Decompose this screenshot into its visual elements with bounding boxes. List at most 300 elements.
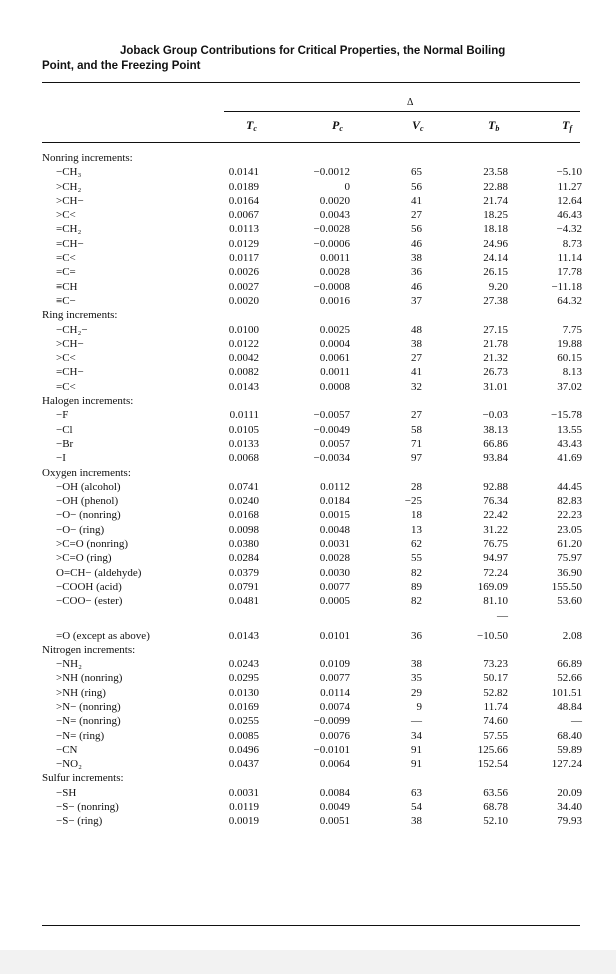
delta-span-rule: [224, 111, 580, 112]
section-label: Halogen increments:: [42, 395, 134, 408]
cell-tb: 74.60: [483, 715, 508, 728]
cell-pc: −0.0008: [313, 280, 350, 293]
cell-tb: 169.09: [477, 580, 508, 593]
cell-pc: 0.0004: [319, 337, 350, 350]
cell-tb: −10.50: [477, 629, 508, 642]
cell-tf: 68.40: [557, 729, 582, 742]
cell-tf: 2.08: [562, 629, 582, 642]
cell-vc: 89: [411, 580, 422, 593]
cell-vc: 29: [411, 686, 422, 699]
table-row: [42, 451, 582, 465]
cell-vc: 46: [411, 280, 422, 293]
group-label: −CN: [56, 743, 78, 756]
cell-tc: 0.0255: [228, 715, 259, 728]
header-tb: $T_b$: [488, 118, 500, 133]
cell-tf: 59.89: [557, 743, 582, 756]
header-vc: $V_c$: [412, 118, 424, 133]
table-row: [42, 609, 582, 629]
cell-tc: 0.0243: [228, 658, 259, 671]
group-label: O=CH− (aldehyde): [56, 566, 142, 579]
section-header: [42, 643, 582, 657]
cell-vc: 37: [411, 294, 422, 307]
cell-tc: 0.0019: [228, 815, 259, 828]
cell-tc: 0.0169: [228, 700, 259, 713]
top-rule: [42, 82, 580, 83]
cell-tf: 60.15: [557, 352, 582, 365]
cell-vc: 38: [411, 252, 422, 265]
table-row: [42, 786, 582, 800]
cell-tf: 22.23: [557, 509, 582, 522]
section-header: [42, 308, 582, 322]
cell-pc: 0.0011: [320, 252, 350, 265]
group-label: −COOH (acid): [56, 580, 122, 593]
cell-tf: 43.43: [557, 437, 582, 450]
table-row: [42, 208, 582, 222]
table-row: [42, 566, 582, 580]
group-label: −N= (ring): [56, 729, 105, 742]
table-row: [42, 280, 582, 294]
cell-tb: —: [497, 609, 508, 622]
cell-tf: 34.40: [557, 801, 582, 814]
bottom-rule: [42, 925, 580, 926]
table-row: [42, 508, 582, 522]
header-tc: $T_c$: [246, 118, 257, 133]
cell-vc: 38: [411, 658, 422, 671]
table-row: [42, 380, 582, 394]
cell-pc: 0.0076: [319, 729, 350, 742]
title-line-1: Joback Group Contributions for Critical Properties, the Normal Boiling: [120, 45, 506, 57]
cell-tf: −4.32: [556, 223, 582, 236]
section-header: [42, 151, 582, 165]
cell-tb: 92.88: [483, 480, 508, 493]
cell-tc: 0.0100: [228, 323, 259, 336]
cell-tc: 0.0168: [228, 509, 259, 522]
cell-tf: 79.93: [557, 815, 582, 828]
cell-tc: 0.0496: [228, 743, 259, 756]
section-label: Oxygen increments:: [42, 466, 131, 479]
cell-pc: 0.0028: [319, 266, 350, 279]
group-label: >NH (nonring): [56, 672, 123, 685]
cell-pc: 0.0061: [319, 352, 350, 365]
group-label: =C=: [56, 266, 76, 279]
group-label: >CH−: [56, 194, 84, 207]
table-row: [42, 686, 582, 700]
cell-tc: 0.0295: [228, 672, 259, 685]
cell-tb: 27.15: [483, 323, 508, 336]
cell-tf: 66.89: [557, 658, 582, 671]
group-label: =C<: [56, 380, 76, 393]
cell-tf: 44.45: [557, 480, 582, 493]
cell-tf: 11.27: [557, 180, 582, 193]
cell-pc: 0.0031: [319, 538, 350, 551]
cell-tf: 127.24: [551, 758, 582, 771]
cell-tf: 7.75: [562, 323, 582, 336]
group-label: −Br: [56, 437, 74, 450]
section-label: Ring increments:: [42, 309, 118, 322]
cell-tb: 93.84: [483, 452, 508, 465]
group-label: −O− (ring): [56, 523, 105, 536]
cell-vc: 38: [411, 337, 422, 350]
group-label: =O (except as above): [56, 629, 150, 642]
table-row: [42, 814, 582, 828]
table-row: [42, 165, 582, 179]
cell-tf: 75.97: [557, 552, 582, 565]
group-label: −COO− (ester): [56, 595, 123, 608]
header-rule: [42, 142, 580, 143]
cell-pc: 0.0074: [319, 700, 350, 713]
cell-tb: 31.01: [483, 380, 508, 393]
group-label: >C=O (nonring): [56, 538, 128, 551]
cell-tf: 52.66: [557, 672, 582, 685]
table-row: [42, 265, 582, 279]
cell-tf: 37.02: [557, 380, 582, 393]
group-label: >CH−: [56, 337, 84, 350]
cell-vc: 36: [411, 629, 422, 642]
group-label: −S− (nonring): [56, 801, 119, 814]
cell-tc: 0.0129: [228, 237, 259, 250]
group-label: =C<: [56, 252, 76, 265]
cell-pc: 0.0011: [320, 366, 350, 379]
cell-pc: 0.0016: [319, 294, 350, 307]
cell-tc: 0.0437: [228, 758, 259, 771]
cell-tc: 0.0113: [229, 223, 259, 236]
cell-tc: 0.0082: [228, 366, 259, 379]
cell-pc: 0.0077: [319, 580, 350, 593]
cell-tb: 21.32: [483, 352, 508, 365]
cell-tf: −11.18: [551, 280, 582, 293]
cell-tf: 13.55: [557, 423, 582, 436]
table-title: [42, 44, 582, 74]
cell-tf: 19.88: [557, 337, 582, 350]
group-label: −OH (alcohol): [56, 480, 121, 493]
cell-tf: 36.90: [557, 566, 582, 579]
table-row: [42, 523, 582, 537]
cell-tf: 41.69: [557, 452, 582, 465]
cell-vc: 18: [411, 509, 422, 522]
cell-tb: 66.86: [483, 437, 508, 450]
cell-tf: 53.60: [557, 595, 582, 608]
cell-pc: −0.0006: [313, 237, 350, 250]
cell-pc: 0.0043: [319, 209, 350, 222]
group-label: >C=O (ring): [56, 552, 112, 565]
cell-vc: 58: [411, 423, 422, 436]
cell-tc: 0.0042: [228, 352, 259, 365]
cell-pc: −0.0012: [313, 166, 350, 179]
cell-tf: 8.13: [562, 366, 582, 379]
group-label: −OH (phenol): [56, 495, 119, 508]
cell-tf: −5.10: [556, 166, 582, 179]
group-label: −NO₂: [56, 758, 82, 771]
cell-pc: 0.0184: [319, 495, 350, 508]
cell-tb: 23.58: [483, 166, 508, 179]
table-row: [42, 537, 582, 551]
cell-tc: 0.0020: [228, 294, 259, 307]
table-row: [42, 294, 582, 308]
cell-tb: 9.20: [488, 280, 508, 293]
cell-pc: 0.0064: [319, 758, 350, 771]
cell-vc: 27: [411, 409, 422, 422]
cell-tc: 0.0119: [229, 801, 259, 814]
cell-tc: 0.0105: [228, 423, 259, 436]
cell-pc: 0.0020: [319, 194, 350, 207]
cell-tc: 0.0068: [228, 452, 259, 465]
cell-tc: 0.0380: [228, 538, 259, 551]
cell-tc: 0.0141: [228, 166, 259, 179]
header-tf: $T_f$: [562, 118, 573, 133]
cell-pc: 0.0114: [320, 686, 350, 699]
table-row: [42, 757, 582, 771]
cell-tc: 0.0111: [229, 409, 259, 422]
table-row: [42, 323, 582, 337]
cell-pc: −0.0057: [313, 409, 350, 422]
table-row: [42, 494, 582, 508]
cell-vc: 41: [411, 366, 422, 379]
cell-tc: 0.0143: [228, 380, 259, 393]
cell-tb: 94.97: [483, 552, 508, 565]
table-row: [42, 408, 582, 422]
cell-tb: 76.34: [483, 495, 508, 508]
cell-tb: 152.54: [477, 758, 508, 771]
cell-tf: —: [571, 715, 582, 728]
cell-tf: 8.73: [562, 237, 582, 250]
group-label: −NH₂: [56, 658, 82, 671]
cell-tf: 48.84: [557, 700, 582, 713]
cell-pc: 0.0057: [319, 437, 350, 450]
cell-vc: 27: [411, 352, 422, 365]
cell-tb: −0.03: [482, 409, 508, 422]
cell-tc: 0.0067: [228, 209, 259, 222]
cell-tb: 24.14: [483, 252, 508, 265]
cell-vc: 62: [411, 538, 422, 551]
cell-pc: 0.0025: [319, 323, 350, 336]
table-row: [42, 423, 582, 437]
group-label: >NH (ring): [56, 686, 106, 699]
cell-tb: 50.17: [483, 672, 508, 685]
cell-tb: 21.74: [483, 194, 508, 207]
table-row: [42, 657, 582, 671]
cell-tf: 64.32: [557, 294, 582, 307]
cell-tf: 12.64: [557, 194, 582, 207]
cell-tb: 31.22: [483, 523, 508, 536]
cell-tb: 24.96: [483, 237, 508, 250]
table-row: [42, 629, 582, 643]
cell-pc: 0.0101: [319, 629, 350, 642]
cell-tb: 52.10: [483, 815, 508, 828]
group-label: −S− (ring): [56, 815, 103, 828]
table-row: [42, 580, 582, 594]
cell-tb: 81.10: [483, 595, 508, 608]
table-row: [42, 594, 582, 608]
header-pc: $P_c$: [332, 118, 343, 133]
cell-tb: 11.74: [483, 700, 508, 713]
cell-tb: 52.82: [483, 686, 508, 699]
cell-vc: 46: [411, 237, 422, 250]
cell-vc: 38: [411, 815, 422, 828]
cell-tc: 0.0085: [228, 729, 259, 742]
cell-tc: 0.0284: [228, 552, 259, 565]
section-label: Nitrogen increments:: [42, 643, 136, 656]
section-header: [42, 466, 582, 480]
cell-vc: 91: [411, 743, 422, 756]
group-label: −SH: [56, 786, 77, 799]
cell-tc: 0.0791: [228, 580, 259, 593]
cell-vc: 54: [411, 801, 422, 814]
table-row: [42, 180, 582, 194]
cell-pc: 0.0084: [319, 786, 350, 799]
cell-vc: 27: [411, 209, 422, 222]
cell-tc: 0.0143: [228, 629, 259, 642]
cell-pc: 0.0048: [319, 523, 350, 536]
cell-tb: 68.78: [483, 801, 508, 814]
group-label: −CH₂−: [56, 323, 88, 336]
page-margin: [0, 950, 616, 974]
cell-tc: 0.0481: [228, 595, 259, 608]
cell-tc: 0.0026: [228, 266, 259, 279]
section-label: Nonring increments:: [42, 152, 133, 164]
cell-tc: 0.0133: [228, 437, 259, 450]
cell-vc: 9: [416, 700, 422, 713]
group-label: =CH₂: [56, 223, 82, 236]
cell-pc: 0.0112: [320, 480, 350, 493]
table-row: [42, 800, 582, 814]
cell-tf: 11.14: [557, 252, 582, 265]
cell-tc: 0.0098: [228, 523, 259, 536]
cell-pc: 0.0077: [319, 672, 350, 685]
group-label: >C<: [56, 209, 76, 222]
group-label: >CH₂: [56, 180, 82, 193]
cell-tc: 0.0379: [228, 566, 259, 579]
cell-vc: 82: [411, 566, 422, 579]
cell-vc: 97: [411, 452, 422, 465]
cell-tb: 22.42: [483, 509, 508, 522]
cell-pc: 0.0015: [319, 509, 350, 522]
cell-tb: 18.25: [483, 209, 508, 222]
cell-tf: 155.50: [551, 580, 582, 593]
group-label: −I: [56, 452, 66, 465]
cell-vc: −25: [404, 495, 422, 508]
cell-tf: 101.51: [551, 686, 582, 699]
group-label: =CH−: [56, 237, 84, 250]
group-label: −CH₃: [56, 166, 82, 179]
cell-tf: −15.78: [551, 409, 582, 422]
cell-pc: −0.0101: [313, 743, 350, 756]
cell-tb: 18.18: [483, 223, 508, 236]
group-label: =CH−: [56, 366, 84, 379]
cell-pc: −0.0034: [313, 452, 350, 465]
cell-tf: 20.09: [557, 786, 582, 799]
group-label: ≡C−: [56, 294, 76, 307]
cell-vc: 32: [411, 380, 422, 393]
group-label: >N− (nonring): [56, 700, 121, 713]
cell-tb: 21.78: [483, 337, 508, 350]
table-row: [42, 222, 582, 236]
cell-tc: 0.0741: [228, 480, 259, 493]
cell-vc: —: [411, 715, 422, 728]
cell-vc: 65: [411, 166, 422, 179]
cell-tf: 17.78: [557, 266, 582, 279]
cell-tb: 76.75: [483, 538, 508, 551]
cell-vc: 71: [411, 437, 422, 450]
cell-vc: 48: [411, 323, 422, 336]
cell-tb: 57.55: [483, 729, 508, 742]
cell-tb: 72.24: [483, 566, 508, 579]
cell-tc: 0.0240: [228, 495, 259, 508]
table-row: [42, 729, 582, 743]
table-row: [42, 551, 582, 565]
cell-vc: 63: [411, 786, 422, 799]
table-row: [42, 237, 582, 251]
cell-tf: 61.20: [557, 538, 582, 551]
cell-vc: 55: [411, 552, 422, 565]
cell-tb: 22.88: [483, 180, 508, 193]
cell-pc: 0.0049: [319, 801, 350, 814]
cell-vc: 82: [411, 595, 422, 608]
group-label: −F: [56, 409, 69, 422]
cell-tb: 26.15: [483, 266, 508, 279]
cell-vc: 34: [411, 729, 422, 742]
cell-tb: 63.56: [483, 786, 508, 799]
group-label: >C<: [56, 352, 76, 365]
table-row: [42, 671, 582, 685]
cell-pc: −0.0028: [313, 223, 350, 236]
cell-pc: 0.0109: [319, 658, 350, 671]
cell-tc: 0.0027: [228, 280, 259, 293]
cell-vc: 36: [411, 266, 422, 279]
cell-vc: 56: [411, 180, 422, 193]
section-header: [42, 394, 582, 408]
cell-tc: 0.0122: [228, 337, 259, 350]
group-label: ≡CH: [56, 280, 78, 293]
cell-vc: 56: [411, 223, 422, 236]
cell-tb: 73.23: [483, 658, 508, 671]
cell-tc: 0.0189: [228, 180, 259, 193]
cell-pc: 0.0028: [319, 552, 350, 565]
table-row: [42, 480, 582, 494]
cell-tb: 27.38: [483, 294, 508, 307]
cell-vc: 35: [411, 672, 422, 685]
cell-tb: 125.66: [477, 743, 508, 756]
cell-tc: 0.0130: [228, 686, 259, 699]
table-row: [42, 194, 582, 208]
cell-tc: 0.0031: [228, 786, 259, 799]
table-row: [42, 351, 582, 365]
table-row: [42, 337, 582, 351]
cell-tb: 26.73: [483, 366, 508, 379]
cell-tf: 46.43: [557, 209, 582, 222]
cell-pc: 0.0030: [319, 566, 350, 579]
table-row: [42, 365, 582, 379]
delta-symbol: Δ: [407, 97, 414, 108]
table-row: [42, 743, 582, 757]
group-label: −N= (nonring): [56, 715, 121, 728]
cell-pc: −0.0049: [313, 423, 350, 436]
group-label: −Cl: [56, 423, 73, 436]
cell-pc: 0.0005: [319, 595, 350, 608]
section-header: [42, 771, 582, 785]
cell-pc: 0.0051: [319, 815, 350, 828]
cell-vc: 41: [411, 194, 422, 207]
section-label: Sulfur increments:: [42, 772, 124, 785]
group-label: −O− (nonring): [56, 509, 121, 522]
cell-tc: 0.0164: [228, 194, 259, 207]
table-row: [42, 714, 582, 728]
title-line-2: Point, and the Freezing Point: [42, 60, 201, 72]
table-row: [42, 437, 582, 451]
table-row: [42, 251, 582, 265]
cell-tb: 38.13: [483, 423, 508, 436]
cell-tc: 0.0117: [229, 252, 259, 265]
table-row: [42, 700, 582, 714]
